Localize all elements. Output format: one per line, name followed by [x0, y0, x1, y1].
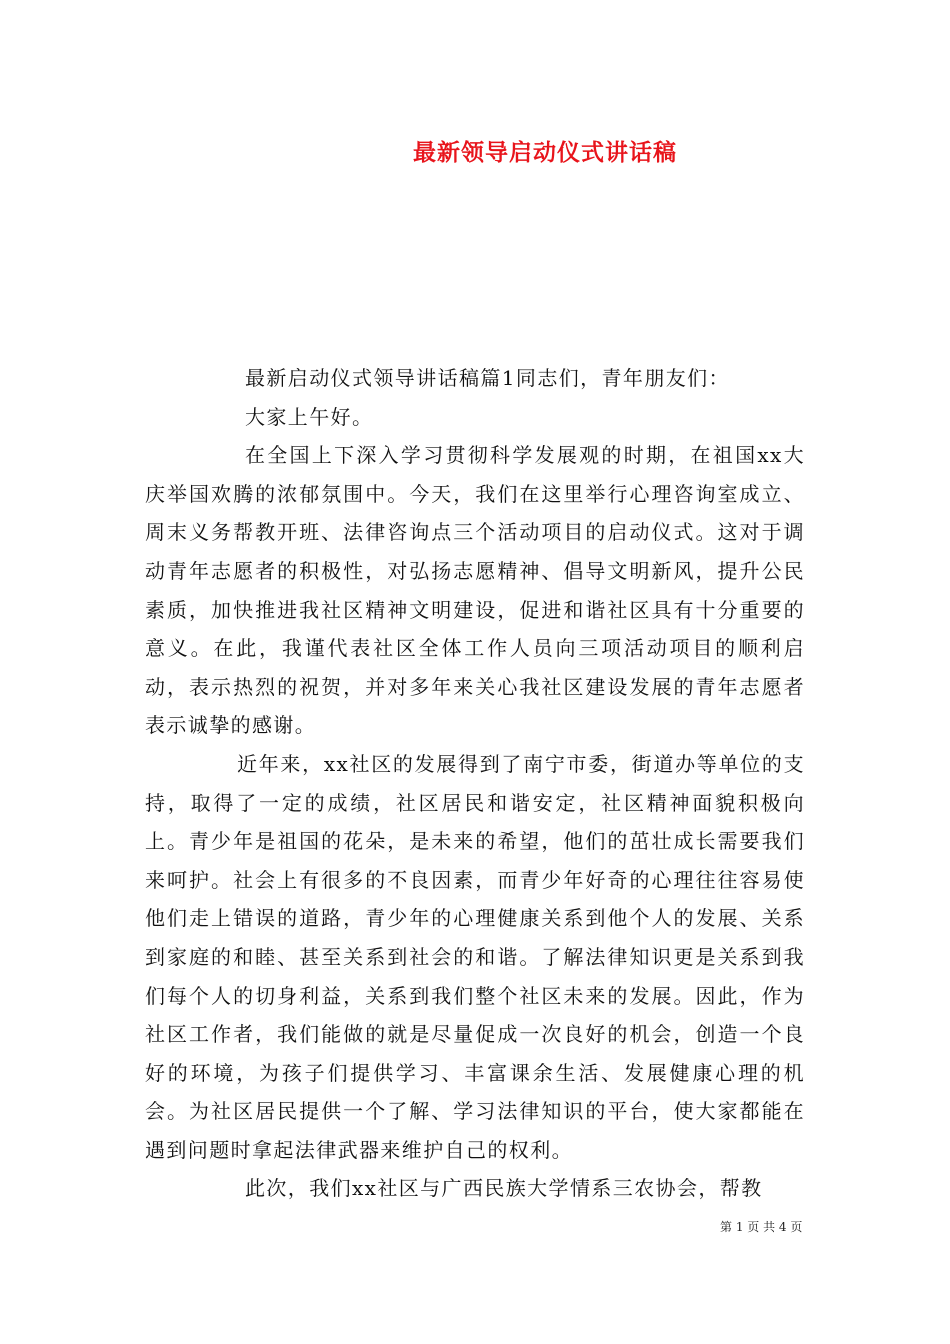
paragraph-body-2: 近年来，xx社区的发展得到了南宁市委，街道办等单位的支持，取得了一定的成绩，社区居民和谐安定，社区精神面貌积极向上。青少年是祖国的花朵，是未来的希望，他们的茁壮成长需要我们来呵护。社会上有很多的不良因素，而青少年好奇的心理往往容易使他们走上错误的道路，青少年的心理健康关系到他个人的发展、关系到家庭的和睦、甚至关系到社会的和谐。了解法律知识更是关系到我们每个人的切身利益，关系到我们整个社区未来的发展。因此，作为社区工作者，我们能做的就是尽量促成一次良好的机会，创造一个良好的环境，为孩子们提供学习、丰富课余生活、发展健康心理的机会。为社区居民提供一个了解、学习法律知识的平台，使大家都能在遇到问题时拿起法律武器来维护自己的权利。	[145, 751, 805, 1162]
paragraph-greeting: 大家上午好。	[245, 404, 374, 429]
paragraph-body-3: 此次，我们xx社区与广西民族大学情系三农协会，帮教	[245, 1176, 763, 1201]
paragraph-intro: 最新启动仪式领导讲话稿篇1同志们，青年朋友们：	[245, 366, 730, 390]
document-body	[145, 359, 805, 1208]
paragraph-body-1: 在全国上下深入学习贯彻科学发展观的时期，在祖国xx大庆举国欢腾的浓郁氛围中。今天，我们在这里举行心理咨询室成立、周末义务帮教开班、法律咨询点三个活动项目的启动仪式。这对于调动青年志愿者的积极性，对弘扬志愿精神、倡导文明新风，提升公民素质，加快推进我社区精神文明建设，促进和谐社区具有十分重要的意义。在此，我谨代表社区全体工作人员向三项活动项目的顺利启动，表示热烈的祝贺，并对多年来关心我社区建设发展的青年志愿者表示诚挚的感谢。	[145, 443, 805, 738]
document-title: 最新领导启动仪式讲话稿	[413, 139, 677, 166]
page-footer: 第 1 页 共 4 页	[720, 1220, 803, 1234]
